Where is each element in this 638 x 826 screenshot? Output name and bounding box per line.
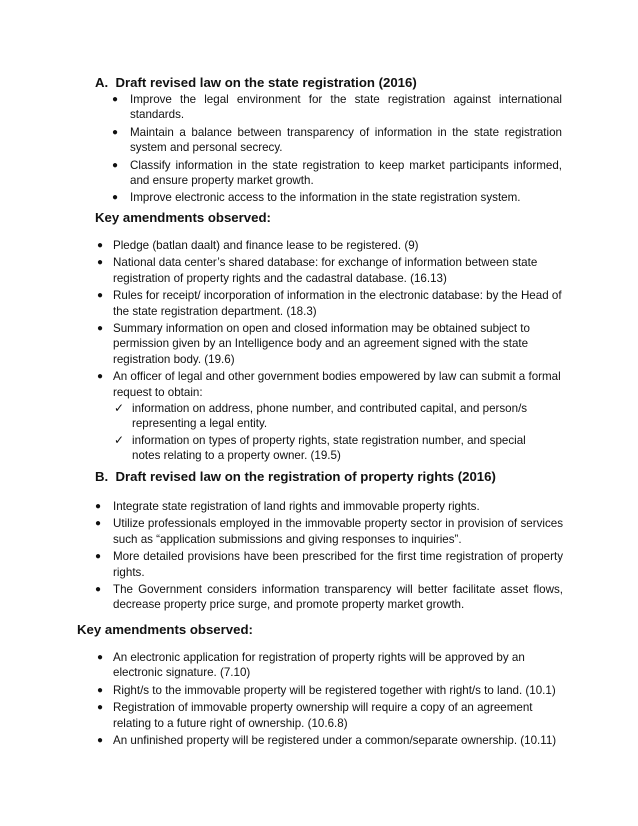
list-item: ● Right/s to the immovable property will be registered together with right/s to land. (10.1) bbox=[96, 683, 556, 697]
bullet-icon: ● bbox=[96, 735, 104, 747]
check-icon: ✓ bbox=[114, 432, 125, 447]
list-item: ● Rules for receipt/ incorporation of information in the electronic database: by the Head of the state registration department. (18.3) bbox=[96, 289, 562, 318]
list-item: ● National data center’s shared database: for exchange of information between state registration of property rights and the cadastral database. (16.13) bbox=[96, 256, 538, 285]
bullet-icon: ● bbox=[95, 584, 102, 596]
amendments-b-heading: Key amendments observed: bbox=[77, 622, 253, 637]
list-item: ● Utilize professionals employed in the immovable property sector in provision of services such as “application submissions and giving responses to inquiries”. bbox=[95, 517, 563, 546]
bullet-icon: ● bbox=[96, 702, 104, 714]
bullet-icon: ● bbox=[95, 501, 102, 512]
bullet-icon: ● bbox=[112, 159, 119, 171]
bullet-icon: ● bbox=[95, 518, 102, 530]
bullet-icon: ● bbox=[96, 371, 104, 383]
list-item: ● Summary information on open and closed information may be obtained subject to permission given by an Intelligence body and an agreement signed with the state registration body. (19.6) bbox=[96, 322, 530, 366]
list-item: ● Integrate state registration of land rights and immovable property rights. bbox=[95, 500, 480, 513]
list-item: ● Classify information in the state registration to keep market participants informed, and ensure property market growth. bbox=[112, 158, 562, 188]
sub-list-item: ✓ information on types of property rights, state registration number, and special notes relating to a property owner. (19.5) bbox=[114, 432, 526, 463]
bullet-icon: ● bbox=[96, 257, 104, 269]
bullet-icon: ● bbox=[112, 94, 119, 105]
bullet-icon: ● bbox=[112, 192, 119, 204]
section-a-letter: A. bbox=[95, 75, 109, 90]
bullet-icon: ● bbox=[96, 652, 104, 663]
amendments-a-list bbox=[96, 238, 563, 464]
list-item: ● Improve electronic access to the information in the state registration system. bbox=[112, 191, 521, 205]
section-a-list bbox=[112, 92, 562, 206]
list-item: ● More detailed provisions have been prescribed for the first time registration of property rights. bbox=[95, 550, 563, 579]
list-item: ● Pledge (batlan daalt) and finance lease to be registered. (9) bbox=[96, 239, 419, 252]
list-item: ● Improve the legal environment for the state registration against international standards. bbox=[112, 93, 562, 122]
section-b-list bbox=[95, 499, 563, 613]
sub-list-item: ✓ information on address, phone number, and contributed capital, and person/s representing a legal entity. bbox=[114, 401, 528, 431]
list-item: ● An officer of legal and other government bodies empowered by law can submit a formal request to obtain: ✓ information on address, phone number, and contributed capital, and person/s representing a legal entity. ✓ information on types of property rights, state registration number, and special notes relating to a property owner. (19.5) bbox=[96, 370, 561, 463]
list-item: ● An unfinished property will be registered under a common/separate ownership. (10.11) bbox=[96, 734, 557, 748]
section-a-title: Draft revised law on the state registration (2016) bbox=[115, 75, 417, 90]
bullet-icon: ● bbox=[95, 551, 102, 563]
bullet-icon: ● bbox=[112, 126, 119, 138]
section-b-title: Draft revised law on the registration of property rights (2016) bbox=[115, 469, 496, 484]
list-item: ● An electronic application for registration of property rights will be approved by an electronic signature. (7.10) bbox=[96, 651, 525, 680]
bullet-icon: ● bbox=[96, 240, 104, 251]
section-b-letter: B. bbox=[95, 469, 109, 484]
bullet-icon: ● bbox=[96, 290, 104, 302]
check-icon: ✓ bbox=[114, 401, 125, 416]
amendments-b-list bbox=[96, 650, 558, 748]
section-b-heading bbox=[95, 468, 496, 485]
list-item: ● Registration of immovable property ownership will require a copy of an agreement relating to a future right of ownership. (10.6.8) bbox=[96, 701, 533, 730]
amendments-a-sublist bbox=[114, 401, 532, 464]
list-item: ● Maintain a balance between transparency of information in the state registration system and personal secrecy. bbox=[112, 125, 562, 155]
list-item: ● The Government considers information transparency will better facilitate asset flows, decrease property price surge, and promote property market growth. bbox=[95, 583, 563, 612]
bullet-icon: ● bbox=[96, 323, 104, 335]
amendments-a-heading: Key amendments observed: bbox=[95, 210, 271, 225]
bullet-icon: ● bbox=[96, 684, 104, 696]
section-a-heading bbox=[95, 74, 417, 91]
